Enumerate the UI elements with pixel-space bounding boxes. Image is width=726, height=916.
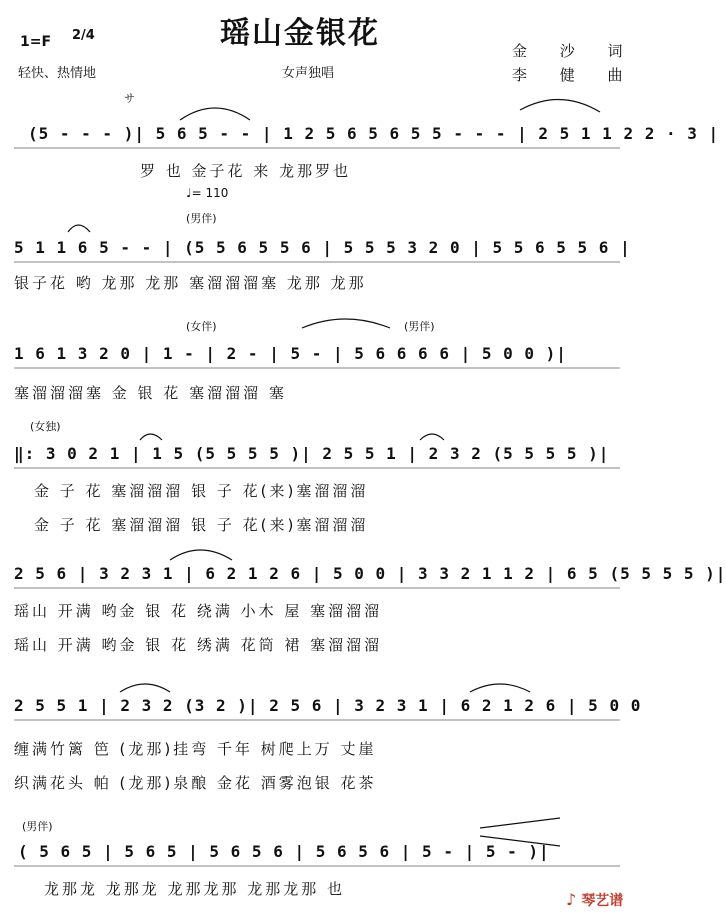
slur-mark [470,684,530,692]
notation-line-6: 2 5 5 1 | 2 3 2 (3 2 )| 2 5 6 | 3 2 3 1 | 6 2 1 2 6 | 5 0 0 [14,696,642,715]
watermark [566,890,623,910]
watermark-text: 琴艺谱 [581,893,624,909]
tie-mark [480,818,560,828]
lyrics-line-2: 银子花 哟 龙那 龙那 塞溜溜溜塞 龙那 龙那 [14,274,367,292]
slur-mark [180,108,250,120]
lyrics-line-4b: 金 子 花 塞溜溜溜 银 子 花(来)塞溜溜溜 [34,516,369,534]
slur-mark [140,434,162,440]
lyrics-line-5a: 瑶山 开满 哟金 银 花 绕满 小木 屋 塞溜溜溜 [14,602,383,620]
lyrics-line-1: 罗 也 金子花 来 龙那罗也 [140,162,352,180]
vocal-label-female-solo: (女独) [30,420,61,433]
lyrics-line-6a: 缠满竹篱 笆 (龙那)挂弯 千年 树爬上万 丈崖 [14,740,377,758]
composer-credit: 李 健 曲 [512,66,637,84]
slur-mark [420,434,444,440]
lyrics-line-3: 塞溜溜溜塞 金 银 花 塞溜溜溜 塞 [14,384,287,402]
vocal-label-male-3: (男伴) [22,820,53,833]
lyrics-line-5b: 瑶山 开满 哟金 银 花 绣满 花筒 裙 塞溜溜溜 [14,636,383,654]
music-logo-icon: ♪ [566,890,577,909]
key-signature: 1=F [20,34,52,50]
performance-type: 女声独唱 [282,66,335,81]
lyrics-line-6b: 织满花头 帕 (龙那)泉酿 金花 酒雾泡银 花茶 [14,774,377,792]
tie-mark [480,836,560,846]
notation-line-3: 1 6 1 3 2 0 | 1 - | 2 - | 5 - | 5 6 6 6 6 | 5 0 0 )| [14,344,567,363]
lyrics-line-4a: 金 子 花 塞溜溜溜 银 子 花(来)塞溜溜溜 [34,482,369,500]
slur-mark [302,319,390,328]
vocal-label-male-2: (男伴) [404,320,435,333]
notation-line-2: 5 1 1 6 5 - - | (5 5 6 5 5 6 | 5 5 5 3 2 0 | 5 5 6 5 5 6 | [14,238,631,257]
notation-line-4: ‖: 3 0 2 1 | 1 5 (5 5 5 5 )| 2 5 5 1 | 2 3 2 (5 5 5 5 )| [14,444,610,463]
slur-mark [520,99,600,112]
tempo-mood: 轻快、热情地 [18,66,97,81]
slur-mark [120,684,170,692]
breath-mark: サ [124,92,135,105]
slur-mark [170,550,232,560]
slur-mark [68,225,90,232]
tempo-marking: ♩= 110 [186,186,229,200]
lyricist-credit: 金 沙 词 [512,42,637,60]
time-signature: 2/4 [72,28,95,43]
notation-line-1: (5 - - - )| 5 6 5 - - | 1 2 5 6 5 6 5 5 - - - | 2 5 1 1 2 2 · 3 | [28,124,720,143]
vocal-label-male-1: (男伴) [186,212,217,225]
notation-line-5: 2 5 6 | 3 2 3 1 | 6 2 1 2 6 | 5 0 0 | 3 3 2 1 1 2 | 6 5 (5 5 5 5 )| [14,564,726,583]
song-title: 瑶山金银花 [220,16,380,51]
lyrics-line-7: 龙那龙 龙那龙 龙那龙那 龙那龙那 也 [44,880,346,898]
vocal-label-female: (女伴) [186,320,217,333]
notation-line-7: ( 5 6 5 | 5 6 5 | 5 6 5 6 | 5 6 5 6 | 5 - | 5 - )| [18,842,550,861]
